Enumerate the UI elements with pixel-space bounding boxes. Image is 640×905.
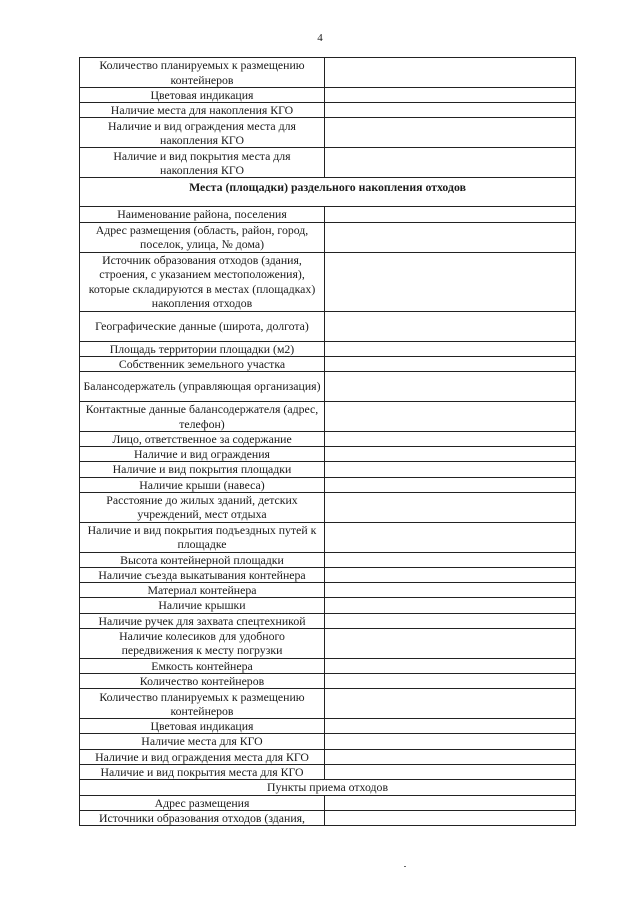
row-value-cell — [325, 356, 576, 371]
row-label: Количество планируемых к размещению контейнеров — [80, 689, 325, 719]
row-value-cell — [325, 148, 576, 178]
table-row — [80, 148, 576, 178]
row-value-cell — [325, 658, 576, 673]
row-value-cell — [325, 796, 576, 811]
row-value-cell — [325, 583, 576, 598]
row-label: Наличие колесиков для удобного передвижения к месту погрузки — [80, 628, 325, 658]
row-label: Наименование района, поселения — [80, 207, 325, 222]
row-label: Цветовая индикация — [80, 719, 325, 734]
row-label: Источники образования отходов (здания, — [80, 811, 325, 826]
row-value-cell — [325, 432, 576, 447]
table-row — [80, 658, 576, 673]
row-label: Емкость контейнера — [80, 658, 325, 673]
table-row — [80, 764, 576, 779]
table-row — [80, 796, 576, 811]
row-label: Количество контейнеров — [80, 674, 325, 689]
row-value-cell — [325, 598, 576, 613]
row-value-cell — [325, 402, 576, 432]
table-row — [80, 88, 576, 103]
table-row — [80, 103, 576, 118]
page-number: 4 — [317, 32, 323, 44]
row-label: Географические данные (широта, долгота) — [80, 311, 325, 341]
row-label: Наличие ручек для захвата спецтехникой — [80, 613, 325, 628]
scan-speck — [404, 866, 406, 867]
row-value-cell — [325, 628, 576, 658]
table-row — [80, 734, 576, 749]
row-value-cell — [325, 764, 576, 779]
row-label: Наличие и вид покрытия места для КГО — [80, 764, 325, 779]
row-value-cell — [325, 522, 576, 552]
row-label: Расстояние до жилых зданий, детских учреждений, мест отдыха — [80, 492, 325, 522]
table-row — [80, 311, 576, 341]
row-label: Наличие и вид ограждения — [80, 447, 325, 462]
table-row — [80, 492, 576, 522]
row-label: Наличие крыши (навеса) — [80, 477, 325, 492]
row-label: Собственник земельного участка — [80, 356, 325, 371]
table-row — [80, 402, 576, 432]
table-row — [80, 628, 576, 658]
table-row — [80, 252, 576, 311]
row-label: Наличие и вид ограждения места для КГО — [80, 749, 325, 764]
table-row — [80, 811, 576, 826]
section-heading-row — [80, 178, 576, 207]
row-value-cell — [325, 477, 576, 492]
row-value-cell — [325, 311, 576, 341]
row-value-cell — [325, 341, 576, 356]
row-label: Количество планируемых к размещению контейнеров — [80, 58, 325, 88]
row-value-cell — [325, 674, 576, 689]
waste-site-form-table — [79, 57, 576, 826]
table-row — [80, 462, 576, 477]
row-label: Наличие и вид ограждения места для накопления КГО — [80, 118, 325, 148]
row-label: Наличие съезда выкатывания контейнера — [80, 568, 325, 583]
table-row — [80, 477, 576, 492]
row-label: Лицо, ответственное за содержание — [80, 432, 325, 447]
row-label: Наличие крышки — [80, 598, 325, 613]
row-label: Материал контейнера — [80, 583, 325, 598]
table-row — [80, 356, 576, 371]
row-value-cell — [325, 749, 576, 764]
row-value-cell — [325, 613, 576, 628]
row-value-cell — [325, 811, 576, 826]
table-row — [80, 118, 576, 148]
table-row — [80, 583, 576, 598]
table-row — [80, 719, 576, 734]
row-label: Наличие и вид покрытия места для накопления КГО — [80, 148, 325, 178]
row-label: Высота контейнерной площадки — [80, 552, 325, 567]
row-label: Адрес размещения (область, район, город, поселок, улица, № дома) — [80, 222, 325, 252]
table-row — [80, 341, 576, 356]
table-row — [80, 598, 576, 613]
row-value-cell — [325, 719, 576, 734]
table-row — [80, 447, 576, 462]
row-label: Адрес размещения — [80, 796, 325, 811]
row-value-cell — [325, 689, 576, 719]
row-value-cell — [325, 207, 576, 222]
row-label: Наличие и вид покрытия площадки — [80, 462, 325, 477]
row-label: Балансодержатель (управляющая организация) — [80, 372, 325, 402]
row-label: Площадь территории площадки (м2) — [80, 341, 325, 356]
row-value-cell — [325, 118, 576, 148]
row-label: Источник образования отходов (здания, строения, с указанием местоположения), которые складируются в местах (площадках) накопления отходов — [80, 252, 325, 311]
table-row — [80, 749, 576, 764]
table-row — [80, 372, 576, 402]
table-row — [80, 568, 576, 583]
table-row — [80, 207, 576, 222]
section-heading-row — [80, 780, 576, 796]
table-row — [80, 689, 576, 719]
table-row — [80, 522, 576, 552]
row-value-cell — [325, 447, 576, 462]
table-row — [80, 552, 576, 567]
row-value-cell — [325, 492, 576, 522]
row-value-cell — [325, 568, 576, 583]
table-row — [80, 674, 576, 689]
row-value-cell — [325, 734, 576, 749]
table-row — [80, 58, 576, 88]
row-label: Наличие и вид покрытия подъездных путей к площадке — [80, 522, 325, 552]
table-row — [80, 222, 576, 252]
row-value-cell — [325, 372, 576, 402]
row-value-cell — [325, 252, 576, 311]
row-label: Контактные данные балансодержателя (адрес, телефон) — [80, 402, 325, 432]
row-label: Наличие места для КГО — [80, 734, 325, 749]
row-value-cell — [325, 103, 576, 118]
row-label: Цветовая индикация — [80, 88, 325, 103]
row-value-cell — [325, 88, 576, 103]
row-value-cell — [325, 462, 576, 477]
table-row — [80, 613, 576, 628]
table-row — [80, 432, 576, 447]
section-heading-separate-collection: Места (площадки) раздельного накопления отходов — [80, 178, 576, 207]
section-heading-collection-points: Пункты приема отходов — [80, 780, 576, 796]
row-value-cell — [325, 58, 576, 88]
row-value-cell — [325, 552, 576, 567]
row-label: Наличие места для накопления КГО — [80, 103, 325, 118]
row-value-cell — [325, 222, 576, 252]
